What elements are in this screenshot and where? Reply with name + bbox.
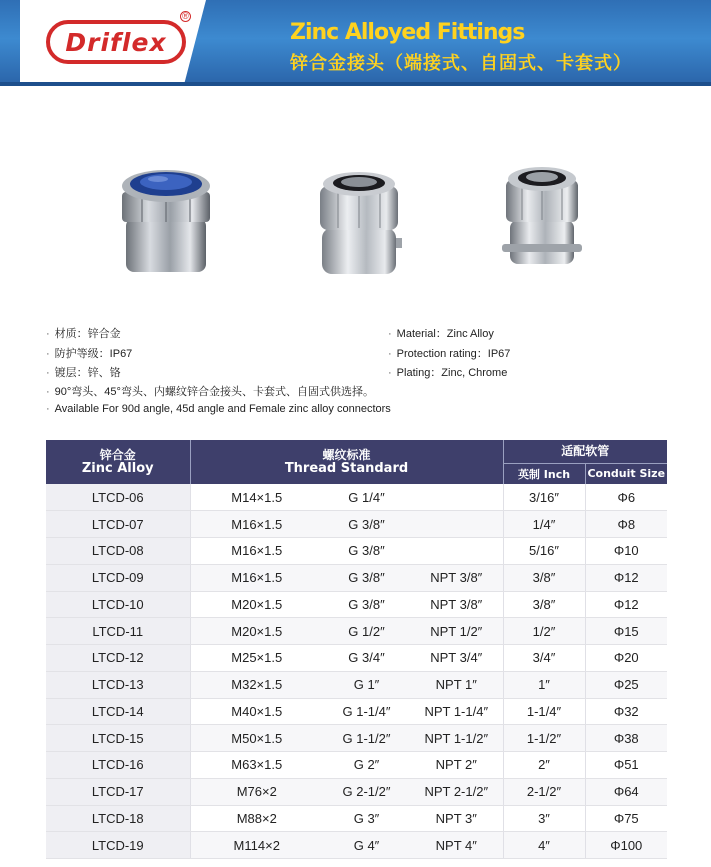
spec-material-cn: · 材质：锌合金	[46, 328, 121, 340]
table-cell: Φ8	[585, 511, 667, 538]
table-row	[46, 778, 667, 805]
table-cell: LTCD-06	[46, 484, 190, 511]
spec-plating-en: · Plating：Zinc, Chrome	[388, 367, 508, 379]
spec-plating-cn: · 镀层：锌、铬	[46, 367, 121, 379]
table-row	[46, 591, 667, 618]
table-cell: 2″	[503, 752, 585, 779]
table-cell: M14×1.5	[190, 484, 323, 511]
table-cell: Φ6	[585, 484, 667, 511]
table-cell: 3/4″	[503, 645, 585, 672]
table-cell: G 3/8″	[323, 564, 410, 591]
table-cell: LTCD-10	[46, 591, 190, 618]
spec-protection-en: · Protection rating：IP67	[388, 348, 511, 360]
table-cell: 5/16″	[503, 538, 585, 565]
table-cell: G 3/8″	[323, 538, 410, 565]
table-cell: Φ25	[585, 671, 667, 698]
table-cell: Φ51	[585, 752, 667, 779]
table-row	[46, 564, 667, 591]
fittings-table	[46, 440, 667, 859]
table-cell: M20×1.5	[190, 591, 323, 618]
table-cell: M50×1.5	[190, 725, 323, 752]
table-cell: Φ100	[585, 832, 667, 859]
table-row	[46, 805, 667, 832]
table-cell: M76×2	[190, 778, 323, 805]
table-body	[46, 484, 667, 859]
table-cell: LTCD-17	[46, 778, 190, 805]
table-cell: 2-1/2″	[503, 778, 585, 805]
table-cell: M16×1.5	[190, 538, 323, 565]
table-row	[46, 538, 667, 565]
table-row	[46, 725, 667, 752]
table-cell: LTCD-14	[46, 698, 190, 725]
table-cell: G 3/4″	[323, 645, 410, 672]
table-cell: LTCD-19	[46, 832, 190, 859]
page-title-cn: 锌合金接头（端接式、自固式、卡套式）	[290, 53, 632, 74]
table-cell: LTCD-18	[46, 805, 190, 832]
table-cell: G 4″	[323, 832, 410, 859]
table-cell: Φ15	[585, 618, 667, 645]
table-cell: NPT 4″	[410, 832, 503, 859]
table-cell: NPT 3″	[410, 805, 503, 832]
table-cell: NPT 3/4″	[410, 645, 503, 672]
table-cell: 3″	[503, 805, 585, 832]
table-cell: LTCD-13	[46, 671, 190, 698]
table-cell: M40×1.5	[190, 698, 323, 725]
spec-protection-cn: · 防护等级：IP67	[46, 348, 133, 360]
table-cell: G 1/2″	[323, 618, 410, 645]
table-row	[46, 645, 667, 672]
table-cell: G 1-1/2″	[323, 725, 410, 752]
header-banner	[0, 0, 711, 86]
table-cell: LTCD-08	[46, 538, 190, 565]
table-cell: 3/16″	[503, 484, 585, 511]
table-cell: NPT 2″	[410, 752, 503, 779]
table-cell: 1/2″	[503, 618, 585, 645]
table-cell: Φ12	[585, 564, 667, 591]
table-row	[46, 511, 667, 538]
table-cell: M16×1.5	[190, 511, 323, 538]
table-cell: Φ32	[585, 698, 667, 725]
table-row	[46, 618, 667, 645]
table-cell: M20×1.5	[190, 618, 323, 645]
table-cell: LTCD-11	[46, 618, 190, 645]
table-cell: 3/8″	[503, 591, 585, 618]
table-cell: NPT 1/2″	[410, 618, 503, 645]
table-cell	[410, 511, 503, 538]
table-cell: 3/8″	[503, 564, 585, 591]
table-cell: G 3/8″	[323, 511, 410, 538]
page-title-en: Zinc Alloyed Fittings	[290, 20, 525, 45]
table-cell: M16×1.5	[190, 564, 323, 591]
table-row	[46, 752, 667, 779]
spec-material-en: · Material：Zinc Alloy	[388, 328, 494, 340]
table-cell: LTCD-09	[46, 564, 190, 591]
table-row	[46, 671, 667, 698]
table-cell: NPT 1″	[410, 671, 503, 698]
table-cell: 1/4″	[503, 511, 585, 538]
table-cell: LTCD-07	[46, 511, 190, 538]
header-zinc-alloy: 锌合金 Zinc Alloy	[46, 440, 190, 484]
table-cell: G 1-1/4″	[323, 698, 410, 725]
table-cell: LTCD-15	[46, 725, 190, 752]
header-conduit: 适配软管	[503, 440, 667, 463]
table-cell: 1″	[503, 671, 585, 698]
table-cell: G 1″	[323, 671, 410, 698]
table-cell: Φ38	[585, 725, 667, 752]
table-cell: NPT 3/8″	[410, 564, 503, 591]
table-cell: M32×1.5	[190, 671, 323, 698]
table-row	[46, 484, 667, 511]
header-conduit-size: Conduit Size	[585, 463, 667, 484]
conduit-fitting-straight-icon	[498, 162, 586, 272]
table-cell: 1-1/2″	[503, 725, 585, 752]
table-cell	[410, 484, 503, 511]
header-inch: 英制 Inch	[503, 463, 585, 484]
table-row	[46, 698, 667, 725]
table-cell: Φ10	[585, 538, 667, 565]
brand-logo	[46, 20, 186, 64]
table-cell: LTCD-16	[46, 752, 190, 779]
brand-logo-text: Driflex	[65, 27, 167, 57]
table-cell: NPT 2-1/2″	[410, 778, 503, 805]
table-row	[46, 832, 667, 859]
table-cell: M114×2	[190, 832, 323, 859]
table-cell: NPT 1-1/4″	[410, 698, 503, 725]
table-cell: 4″	[503, 832, 585, 859]
spec-available-en: · Available For 90d angle, 45d angle and Female zinc alloy connectors	[46, 403, 391, 415]
table-cell: NPT 1-1/2″	[410, 725, 503, 752]
table-cell: G 2″	[323, 752, 410, 779]
registered-mark: ®	[180, 11, 191, 22]
table-cell: Φ20	[585, 645, 667, 672]
table-cell: M63×1.5	[190, 752, 323, 779]
table-cell: M88×2	[190, 805, 323, 832]
table-cell: 1-1/4″	[503, 698, 585, 725]
table-cell: G 3″	[323, 805, 410, 832]
table-cell: LTCD-12	[46, 645, 190, 672]
table-cell: NPT 3/8″	[410, 591, 503, 618]
header-thread-standard: 螺纹标准 Thread Standard	[190, 440, 503, 484]
table-cell: G 3/8″	[323, 591, 410, 618]
conduit-fitting-self-lock-icon	[312, 166, 406, 280]
table-cell: G 1/4″	[323, 484, 410, 511]
table-cell: G 2-1/2″	[323, 778, 410, 805]
table-cell: Φ75	[585, 805, 667, 832]
conduit-fitting-blue-liner-icon	[112, 162, 220, 280]
table-cell: Φ12	[585, 591, 667, 618]
spec-options-cn: · 90°弯头、45°弯头、内螺纹锌合金接头、卡套式、自固式供选择。	[46, 386, 374, 398]
table-cell: Φ64	[585, 778, 667, 805]
table-cell: M25×1.5	[190, 645, 323, 672]
table-cell	[410, 538, 503, 565]
